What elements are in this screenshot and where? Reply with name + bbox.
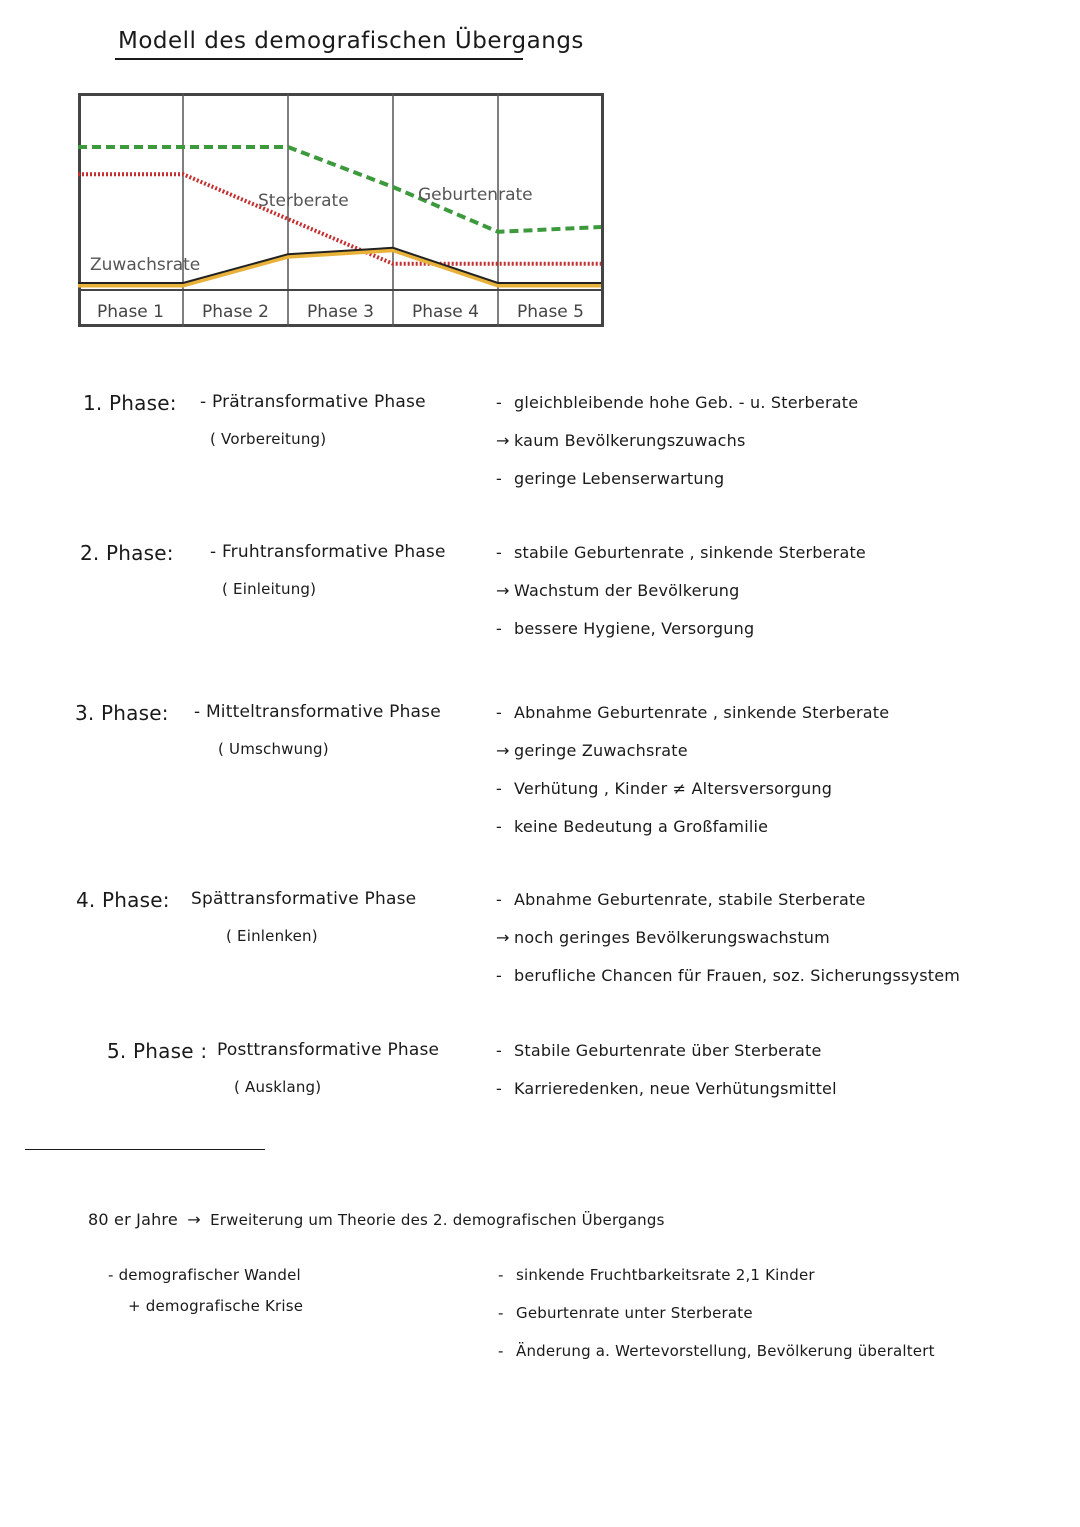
extension-bullet	[498, 1266, 815, 1284]
phase-subtitle: ( Einlenken)	[226, 927, 318, 945]
phase-bullet	[496, 431, 746, 450]
dash-icon: -	[496, 817, 502, 836]
phase-bullet	[496, 1079, 837, 1098]
tick-label: Phase 4	[412, 302, 479, 322]
dash-icon: -	[498, 1266, 504, 1284]
phase-label: 1. Phase:	[83, 391, 177, 415]
dash-icon: -	[496, 619, 502, 638]
bullet-text: geringe Zuwachsrate	[514, 741, 688, 760]
label-sterberate: Sterberate	[258, 191, 349, 211]
title-underline	[115, 58, 523, 60]
arrow-icon: →	[496, 741, 510, 760]
bullet-text: Stabile Geburtenrate über Sterberate	[514, 1041, 822, 1060]
bullet-text: kaum Bevölkerungszuwachs	[514, 431, 746, 450]
phase-subtitle: ( Vorbereitung)	[210, 430, 327, 448]
extension-bullet	[498, 1304, 753, 1322]
phase-subtitle: ( Einleitung)	[222, 580, 317, 598]
extension-left-1: - demografischer Wandel	[108, 1266, 301, 1284]
phase-name: Spättransformative Phase	[191, 889, 417, 909]
arrow-icon: →	[496, 928, 510, 947]
bullet-text: gleichbleibende hohe Geb. - u. Sterberate	[514, 393, 859, 412]
phase-bullet	[496, 393, 858, 412]
phase-name: - Mitteltransformative Phase	[194, 702, 441, 722]
extension-bullet	[498, 1342, 935, 1360]
bullet-text: Geburtenrate unter Sterberate	[516, 1304, 753, 1322]
demographic-transition-chart	[78, 93, 604, 327]
tick-label: Phase 1	[97, 302, 164, 322]
phase-bullet	[496, 966, 960, 985]
extension-prefix: 80 er Jahre	[88, 1210, 178, 1229]
phase-bullet	[496, 543, 866, 562]
extension-left-2: + demografische Krise	[128, 1297, 304, 1315]
arrow-icon: →	[187, 1210, 201, 1229]
dash-icon: -	[496, 543, 502, 562]
phase-bullet	[496, 817, 768, 836]
arrow-icon: →	[496, 581, 510, 600]
phase-bullet	[496, 469, 724, 488]
phase-subtitle: ( Umschwung)	[218, 740, 329, 758]
bullet-text: keine Bedeutung a Großfamilie	[514, 817, 769, 836]
dash-icon: -	[498, 1304, 504, 1322]
extension-headline	[88, 1210, 665, 1229]
phase-subtitle: ( Ausklang)	[234, 1078, 322, 1096]
phase-bullet	[496, 779, 832, 798]
dash-icon: -	[496, 966, 502, 985]
label-geburtenrate: Geburtenrate	[418, 185, 533, 205]
label-zuwachsrate: Zuwachsrate	[90, 255, 201, 275]
tick-label: Phase 5	[517, 302, 584, 322]
phase-label: 2. Phase:	[80, 541, 174, 565]
dash-icon: -	[498, 1342, 504, 1360]
phase-bullet	[496, 741, 688, 760]
dash-icon: -	[496, 779, 502, 798]
dash-icon: -	[496, 890, 502, 909]
bullet-text: Änderung a. Wertevorstellung, Bevölkerung überaltert	[516, 1342, 935, 1360]
dash-icon: -	[496, 1079, 502, 1098]
dash-icon: -	[496, 703, 502, 722]
tick-label: Phase 2	[202, 302, 269, 322]
bullet-text: Abnahme Geburtenrate , sinkende Sterberate	[514, 703, 890, 722]
divider-line	[25, 1149, 265, 1150]
phase-bullet	[496, 1041, 822, 1060]
phase-label: 4. Phase:	[76, 888, 170, 912]
phase-label: 5. Phase :	[107, 1039, 208, 1063]
extension-text: Erweiterung um Theorie des 2. demografischen Übergangs	[210, 1211, 665, 1229]
phase-name: Posttransformative Phase	[217, 1040, 440, 1060]
phase-name: - Fruhtransformative Phase	[210, 542, 446, 562]
phase-bullet	[496, 928, 830, 947]
bullet-text: noch geringes Bevölkerungswachstum	[514, 928, 830, 947]
phase-bullet	[496, 619, 754, 638]
bullet-text: sinkende Fruchtbarkeitsrate 2,1 Kinder	[516, 1266, 815, 1284]
bullet-text: Karrieredenken, neue Verhütungsmittel	[514, 1079, 837, 1098]
dash-icon: -	[496, 1041, 502, 1060]
phase-bullet	[496, 581, 740, 600]
bullet-text: Abnahme Geburtenrate, stabile Sterberate	[514, 890, 866, 909]
dash-icon: -	[496, 469, 502, 488]
tick-label: Phase 3	[307, 302, 374, 322]
phase-bullet	[496, 703, 889, 722]
phase-label: 3. Phase:	[75, 701, 169, 725]
bullet-text: berufliche Chancen für Frauen, soz. Sicherungssystem	[514, 966, 961, 985]
page-title: Modell des demografischen Übergangs	[118, 28, 584, 54]
bullet-text: Wachstum der Bevölkerung	[514, 581, 740, 600]
bullet-text: Verhütung , Kinder ≠ Altersversorgung	[514, 779, 833, 798]
phase-name: - Prätransformative Phase	[200, 392, 426, 412]
arrow-icon: →	[496, 431, 510, 450]
bullet-text: bessere Hygiene, Versorgung	[514, 619, 755, 638]
phase-bullet	[496, 890, 866, 909]
bullet-text: stabile Geburtenrate , sinkende Sterberate	[514, 543, 866, 562]
bullet-text: geringe Lebenserwartung	[514, 469, 725, 488]
dash-icon: -	[496, 393, 502, 412]
